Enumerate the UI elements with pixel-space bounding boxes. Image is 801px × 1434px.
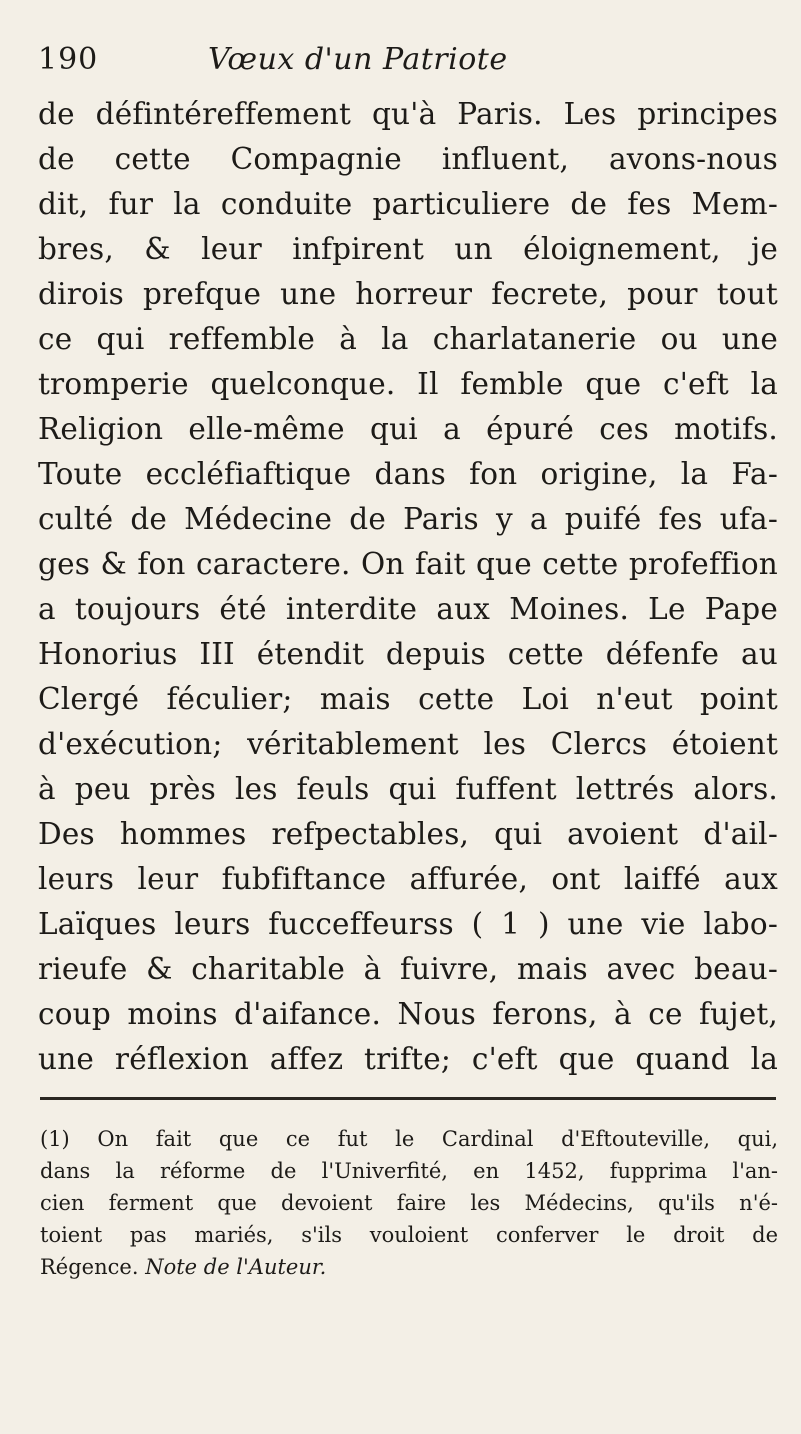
footnote-line: (1) On fait que ce fut le Cardinal d'Eftouteville, qui,	[40, 1127, 778, 1151]
footnote	[40, 1123, 778, 1283]
footnote-line: cien ferment que devoient faire les Médecins, qu'ils n'é-	[40, 1191, 778, 1215]
body-line: leurs leur fubfiftance affurée, ont laiffé aux	[38, 862, 778, 896]
body-text	[38, 92, 778, 1082]
body-line: de défintéreffement qu'à Paris. Les principes	[38, 97, 778, 131]
body-line: d'exécution; véritablement les Clercs étoient	[38, 727, 778, 761]
footnote-line: dans la réforme de l'Univerfité, en 1452, fupprima l'an-	[40, 1159, 778, 1183]
body-line: Clergé féculier; mais cette Loi n'eut point	[38, 682, 778, 716]
body-line: Laïques leurs fucceffeurss ( 1 ) une vie labo-	[38, 907, 778, 941]
page-number: 190	[38, 42, 99, 77]
body-line: ges & fon caractere. On fait que cette profeffion	[38, 547, 778, 581]
body-line: Religion elle-même qui a épuré ces motifs.	[38, 412, 778, 446]
body-line: dirois prefque une horreur fecrete, pour tout	[38, 277, 778, 311]
body-line: bres, & leur infpirent un éloignement, je	[38, 232, 778, 266]
body-line: Toute eccléfiaftique dans fon origine, la Fa-	[38, 457, 778, 491]
body-line: à peu près les feuls qui fuffent lettrés alors.	[38, 772, 778, 806]
body-line: a toujours été interdite aux Moines. Le Pape	[38, 592, 778, 626]
body-line: Des hommes refpectables, qui avoient d'ail-	[38, 817, 778, 851]
body-line: Honorius III étendit depuis cette défenfe au	[38, 637, 778, 671]
body-line: tromperie quelconque. Il femble que c'eft la	[38, 367, 778, 401]
footnote-last-text: Régence.	[40, 1255, 139, 1279]
footnote-last-line	[40, 1251, 778, 1283]
body-line: de cette Compagnie influent, avons-nous	[38, 142, 778, 176]
body-line: dit, fur la conduite particuliere de fes Mem-	[38, 187, 778, 221]
body-line: coup moins d'aifance. Nous ferons, à ce fujet,	[38, 997, 778, 1031]
footnote-divider	[40, 1097, 776, 1100]
body-line: une réflexion affez trifte; c'eft que quand la	[38, 1042, 778, 1076]
body-line: rieufe & charitable à fuivre, mais avec beau-	[38, 952, 778, 986]
footnote-line: toient pas mariés, s'ils vouloient conferver le droit de	[40, 1223, 778, 1247]
body-line: culté de Médecine de Paris y a puifé fes ufa-	[38, 502, 778, 536]
running-title: Vœux d'un Patriote	[208, 42, 508, 77]
author-note-label: Note de l'Auteur.	[145, 1255, 327, 1279]
body-line: ce qui reffemble à la charlatanerie ou une	[38, 322, 778, 356]
running-head	[38, 42, 768, 86]
